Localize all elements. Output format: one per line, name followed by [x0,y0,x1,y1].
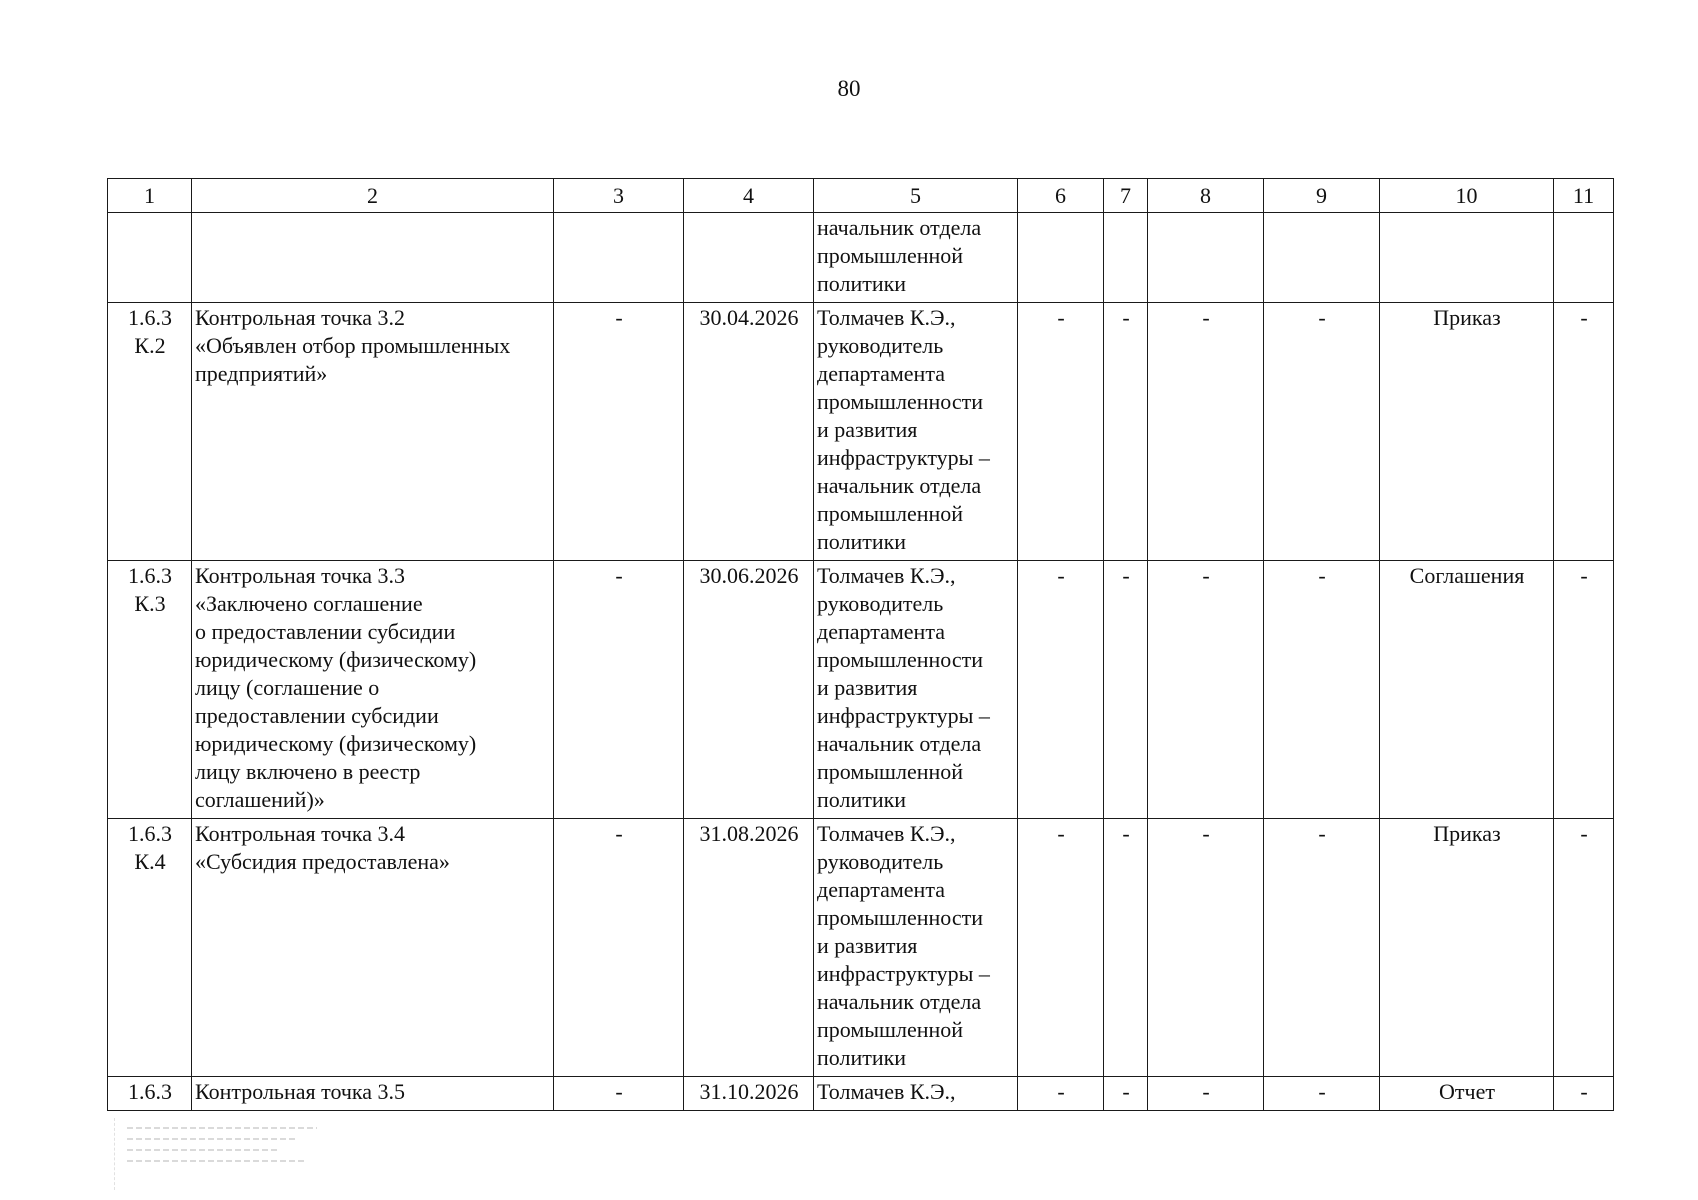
col8-cell: - [1148,303,1264,561]
col9-cell: - [1264,1077,1380,1111]
header-cell: 9 [1264,179,1380,213]
col6-cell: - [1018,561,1104,819]
header-cell: 2 [192,179,554,213]
table-row [108,819,1614,1077]
header-cell: 6 [1018,179,1104,213]
text-line: руководитель [817,333,944,358]
table-row [108,561,1614,819]
text-line: Толмачев К.Э., [817,821,956,846]
header-cell: 11 [1554,179,1614,213]
text-line: промышленности [817,647,983,672]
text-line: К.4 [134,849,166,874]
text-line: Толмачев К.Э., [817,1079,956,1104]
text-line: и развития [817,675,918,700]
text-line: «Заключено соглашение [195,591,423,616]
header-cell: 7 [1104,179,1148,213]
document-cell: Приказ [1380,303,1554,561]
col3-cell: - [554,1077,684,1111]
col11-cell: - [1554,561,1614,819]
text-line: Толмачев К.Э., [817,305,956,330]
header-cell: 4 [684,179,814,213]
id-cell [108,1077,192,1111]
col7-cell: - [1104,303,1148,561]
faded-stamp [114,1118,329,1190]
id-cell [108,819,192,1077]
page-number: 80 [837,76,861,101]
title-cell [192,1077,554,1111]
text-line: 1.6.3 [128,563,172,588]
text-line: К.2 [134,333,166,358]
text-line: 1.6.3 [128,305,172,330]
header-cell: 1 [108,179,192,213]
header-cell: 5 [814,179,1018,213]
text-line: промышленности [817,905,983,930]
text-line: департамента [817,361,945,386]
table-row [108,1077,1614,1111]
text-line: 1.6.3 [128,821,172,846]
text-line: департамента [817,619,945,644]
responsible-cell [814,303,1018,561]
responsible-cell [814,1077,1018,1111]
text-line: политики [817,529,907,554]
text-line: политики [817,1045,907,1070]
text-line: предоставлении субсидии [195,703,439,728]
table-row [108,303,1614,561]
text-line: «Субсидия предоставлена» [195,849,450,874]
col3-cell: - [554,303,684,561]
col6-cell: - [1018,819,1104,1077]
col3-cell: - [554,819,684,1077]
col9-cell: - [1264,561,1380,819]
table-cell [684,213,814,303]
date-cell: 30.04.2026 [684,303,814,561]
table-cell [192,213,554,303]
stamp-line [127,1149,277,1151]
stamp-line [127,1127,317,1129]
date-cell: 31.10.2026 [684,1077,814,1111]
control-points-table [107,178,1614,1111]
table-cell [554,213,684,303]
document-cell: Соглашения [1380,561,1554,819]
col8-cell: - [1148,1077,1264,1111]
text-line: руководитель [817,849,944,874]
table-row-continuation [108,213,1614,303]
text-line: 1.6.3 [128,1079,172,1104]
text-line: юридическому (физическому) [195,647,477,672]
text-line: Контрольная точка 3.2 [195,305,406,330]
col8-cell: - [1148,561,1264,819]
title-cell [192,561,554,819]
text-line: соглашений)» [195,787,325,812]
text-line: Контрольная точка 3.3 [195,563,406,588]
text-line: политики [817,271,907,296]
text-line: и развития [817,933,918,958]
text-line: промышленной [817,243,964,268]
date-cell: 30.06.2026 [684,561,814,819]
responsible-cell [814,819,1018,1077]
text-line: юридическому (физическому) [195,731,477,756]
table-cell [1264,213,1380,303]
table-cell [1148,213,1264,303]
text-line: начальник отдела [817,989,982,1014]
document-cell: Приказ [1380,819,1554,1077]
text-line: промышленности [817,389,983,414]
text-line: предприятий» [195,361,328,386]
title-cell [192,819,554,1077]
text-line: промышленной [817,759,964,784]
text-line: лицу включено в реестр [195,759,421,784]
text-line: начальник отдела [817,731,982,756]
text-line: руководитель [817,591,944,616]
header-cell: 10 [1380,179,1554,213]
col6-cell: - [1018,303,1104,561]
stamp-line [127,1160,307,1162]
document-cell: Отчет [1380,1077,1554,1111]
table-cell [1018,213,1104,303]
text-line: промышленной [817,501,964,526]
stamp-line [127,1138,297,1140]
text-line: К.3 [134,591,166,616]
col11-cell: - [1554,1077,1614,1111]
text-line: Контрольная точка 3.5 [195,1079,406,1104]
header-cell: 3 [554,179,684,213]
text-line: о предоставлении субсидии [195,619,456,644]
text-line: Контрольная точка 3.4 [195,821,406,846]
col7-cell: - [1104,561,1148,819]
title-cell [192,303,554,561]
text-line: инфраструктуры – [817,445,990,470]
col7-cell: - [1104,1077,1148,1111]
id-cell [108,303,192,561]
text-line: и развития [817,417,918,442]
text-line: политики [817,787,907,812]
col7-cell: - [1104,819,1148,1077]
date-cell: 31.08.2026 [684,819,814,1077]
col6-cell: - [1018,1077,1104,1111]
responsible-cell [814,561,1018,819]
text-line: начальник отдела [817,473,982,498]
col11-cell: - [1554,303,1614,561]
text-line: департамента [817,877,945,902]
table-cell [1554,213,1614,303]
table-cell [108,213,192,303]
col3-cell: - [554,561,684,819]
table-cell [1380,213,1554,303]
text-line: Толмачев К.Э., [817,563,956,588]
table-cell [1104,213,1148,303]
col8-cell: - [1148,819,1264,1077]
table-header-row [108,179,1614,213]
responsible-cell [814,213,1018,303]
col9-cell: - [1264,819,1380,1077]
text-line: промышленной [817,1017,964,1042]
text-line: инфраструктуры – [817,961,990,986]
col9-cell: - [1264,303,1380,561]
text-line: лицу (соглашение о [195,675,380,700]
col11-cell: - [1554,819,1614,1077]
text-line: «Объявлен отбор промышленных [195,333,511,358]
text-line: инфраструктуры – [817,703,990,728]
text-line: начальник отдела [817,215,982,240]
id-cell [108,561,192,819]
header-cell: 8 [1148,179,1264,213]
